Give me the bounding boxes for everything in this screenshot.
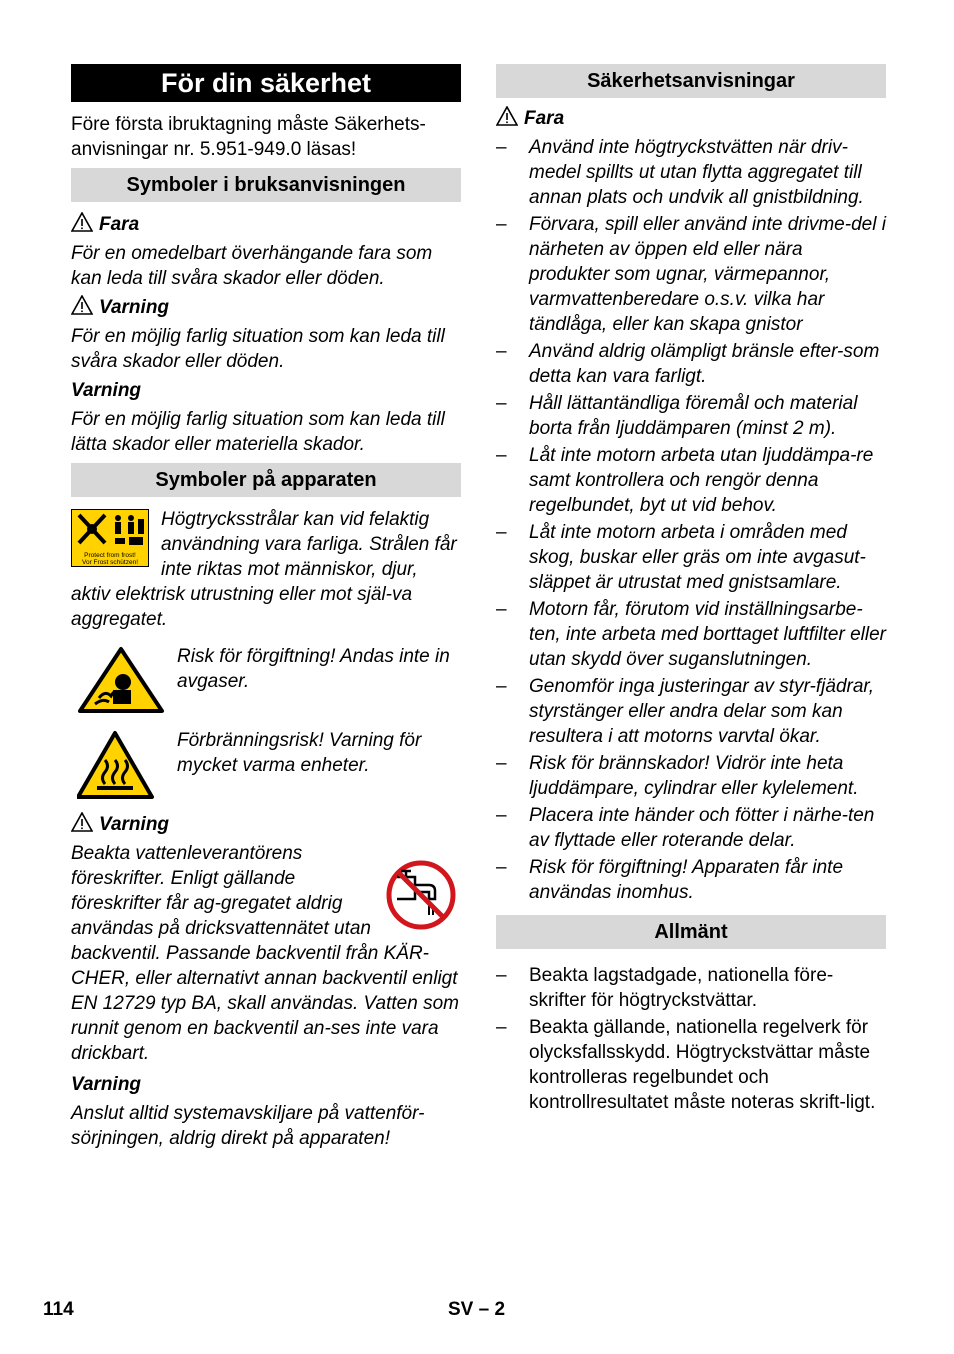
list-item: – Beakta lagstadgade, nationella före-skrifter för högtryckstvättar.	[496, 963, 886, 1013]
warning-triangle-icon	[71, 295, 93, 315]
varning-label: Varning	[71, 295, 461, 320]
list-item: – Låt inte motorn arbeta utan ljuddämpa-re samt kontrollera och rengör denna regelbundet, byt ut vid behov.	[496, 443, 886, 518]
section-heading-manual-symbols: Symboler i bruksanvisningen	[71, 168, 461, 202]
list-item: – Använd aldrig olämpligt bränsle efter-som detta kan vara farligt.	[496, 339, 886, 389]
burn-warning-text: Förbränningsrisk! Varning för mycket varma enheter.	[177, 730, 422, 776]
list-item: – Använd inte högtryckstvätten när driv-medel spillts ut utan flytta aggregatet till annan plats och undvik all gnistbildning.	[496, 135, 886, 210]
jet-warning-block	[71, 507, 461, 636]
water-varning-label-2: Varning	[71, 1074, 142, 1095]
varning-description-2: För en möjlig farlig situation som kan leda till lätta skador eller materiella skador.	[71, 409, 445, 455]
page-title: För din säkerhet	[71, 64, 461, 102]
water-warning-text-2: Anslut alltid systemavskiljare på vattenför-sörjningen, aldrig direkt på apparaten!	[71, 1103, 425, 1149]
hot-surface-warning-icon	[77, 730, 165, 800]
list-item: – Motorn får, förutom vid inställningsarbe-ten, inte arbeta med borttaget luftfilter eller utan skydd över suganslutningen.	[496, 597, 886, 672]
safety-fara-label: Fara	[496, 106, 886, 131]
list-item: – Håll lättantändliga föremål och material borta från ljuddämparen (minst 2 m).	[496, 391, 886, 441]
list-item: – Låt inte motorn arbeta i områden med skog, buskar eller gräs om inte avgasut-släppet är utrustat med gnistsamlare.	[496, 520, 886, 595]
poison-warning-text: Risk för förgiftning! Andas inte in avgaser.	[177, 646, 450, 692]
high-pressure-jet-label-icon	[71, 509, 149, 567]
varning-label-2: Varning	[71, 380, 142, 401]
water-varning-label: Varning	[71, 812, 461, 837]
intro-text: Före första ibruktagning måste Säkerhets-anvisningar nr. 5.951-949.0 läsas!	[71, 114, 426, 160]
page-code: SV – 2	[448, 1299, 506, 1320]
poison-warning-block	[71, 644, 461, 718]
no-drinking-water-icon	[385, 859, 457, 931]
list-item: – Risk för förgiftning! Apparaten får inte användas inomhus.	[496, 855, 886, 905]
fara-description: För en omedelbart överhängande fara som kan leda till svåra skador eller döden.	[71, 243, 433, 289]
right-column	[496, 64, 886, 1117]
warning-triangle-icon	[496, 106, 518, 126]
jet-label-text-2: Vor Frost schützen!	[82, 559, 138, 566]
varning-description: För en möjlig farlig situation som kan leda till svåra skador eller döden.	[71, 326, 445, 372]
general-list	[496, 963, 886, 1115]
page-number: 114	[43, 1299, 74, 1320]
section-heading-device-symbols: Symboler på apparaten	[71, 463, 461, 497]
safety-list	[496, 135, 886, 905]
burn-warning-block	[71, 728, 461, 804]
list-item: – Beakta gällande, nationella regelverk för olycksfallsskydd. Högtryckstvättar måste kontrolleras regelbundet och kontrollresultatet måste noteras skrift-ligt.	[496, 1015, 886, 1115]
list-item: – Förvara, spill eller använd inte drivme-del i närheten av öppen eld eller nära produkter som ugnar, värmepannor, varmvattenberedare o.s.v. vilka har tändlåga, eller kan skapa gnistor	[496, 212, 886, 337]
water-warning-text: Beakta vattenleverantörens föreskrifter. Enligt gällande föreskrifter får ag-gregatet aldrig användas på dricksvattennätet utan backventil. Passande backventil från KÄR-CHER, eller alternativt annan backventil enligt EN 12729 typ BA, skall användas. Vatten som runnit genom en backventil an-ses inte vara drickbart.	[71, 843, 459, 1064]
section-heading-safety: Säkerhetsanvisningar	[496, 64, 886, 98]
jet-warning-text: Högtrycksstrålar kan vid felaktig användning vara farliga. Strålen får inte riktas mot människor, djur, aktiv elektrisk utrustning eller mot själ-va aggregatet.	[71, 509, 457, 630]
fara-label: Fara	[71, 212, 461, 237]
list-item: – Risk för brännskador! Vidrör inte heta ljuddämpare, cylindrar eller kylelement.	[496, 751, 886, 801]
section-heading-general: Allmänt	[496, 915, 886, 949]
warning-triangle-icon	[71, 812, 93, 832]
warning-triangle-icon	[71, 212, 93, 232]
jet-label-text-1: Protect from frost!	[84, 552, 136, 559]
list-item: – Placera inte händer och fötter i närhe-ten av flyttade eller roterande delar.	[496, 803, 886, 853]
toxic-exhaust-warning-icon	[77, 646, 165, 714]
list-item: – Genomför inga justeringar av styr-fjädrar, styrstänger eller andra delar som kan resultera i att motorns varvtal ökar.	[496, 674, 886, 749]
water-warning-block	[71, 841, 461, 1070]
left-column	[71, 64, 461, 1155]
